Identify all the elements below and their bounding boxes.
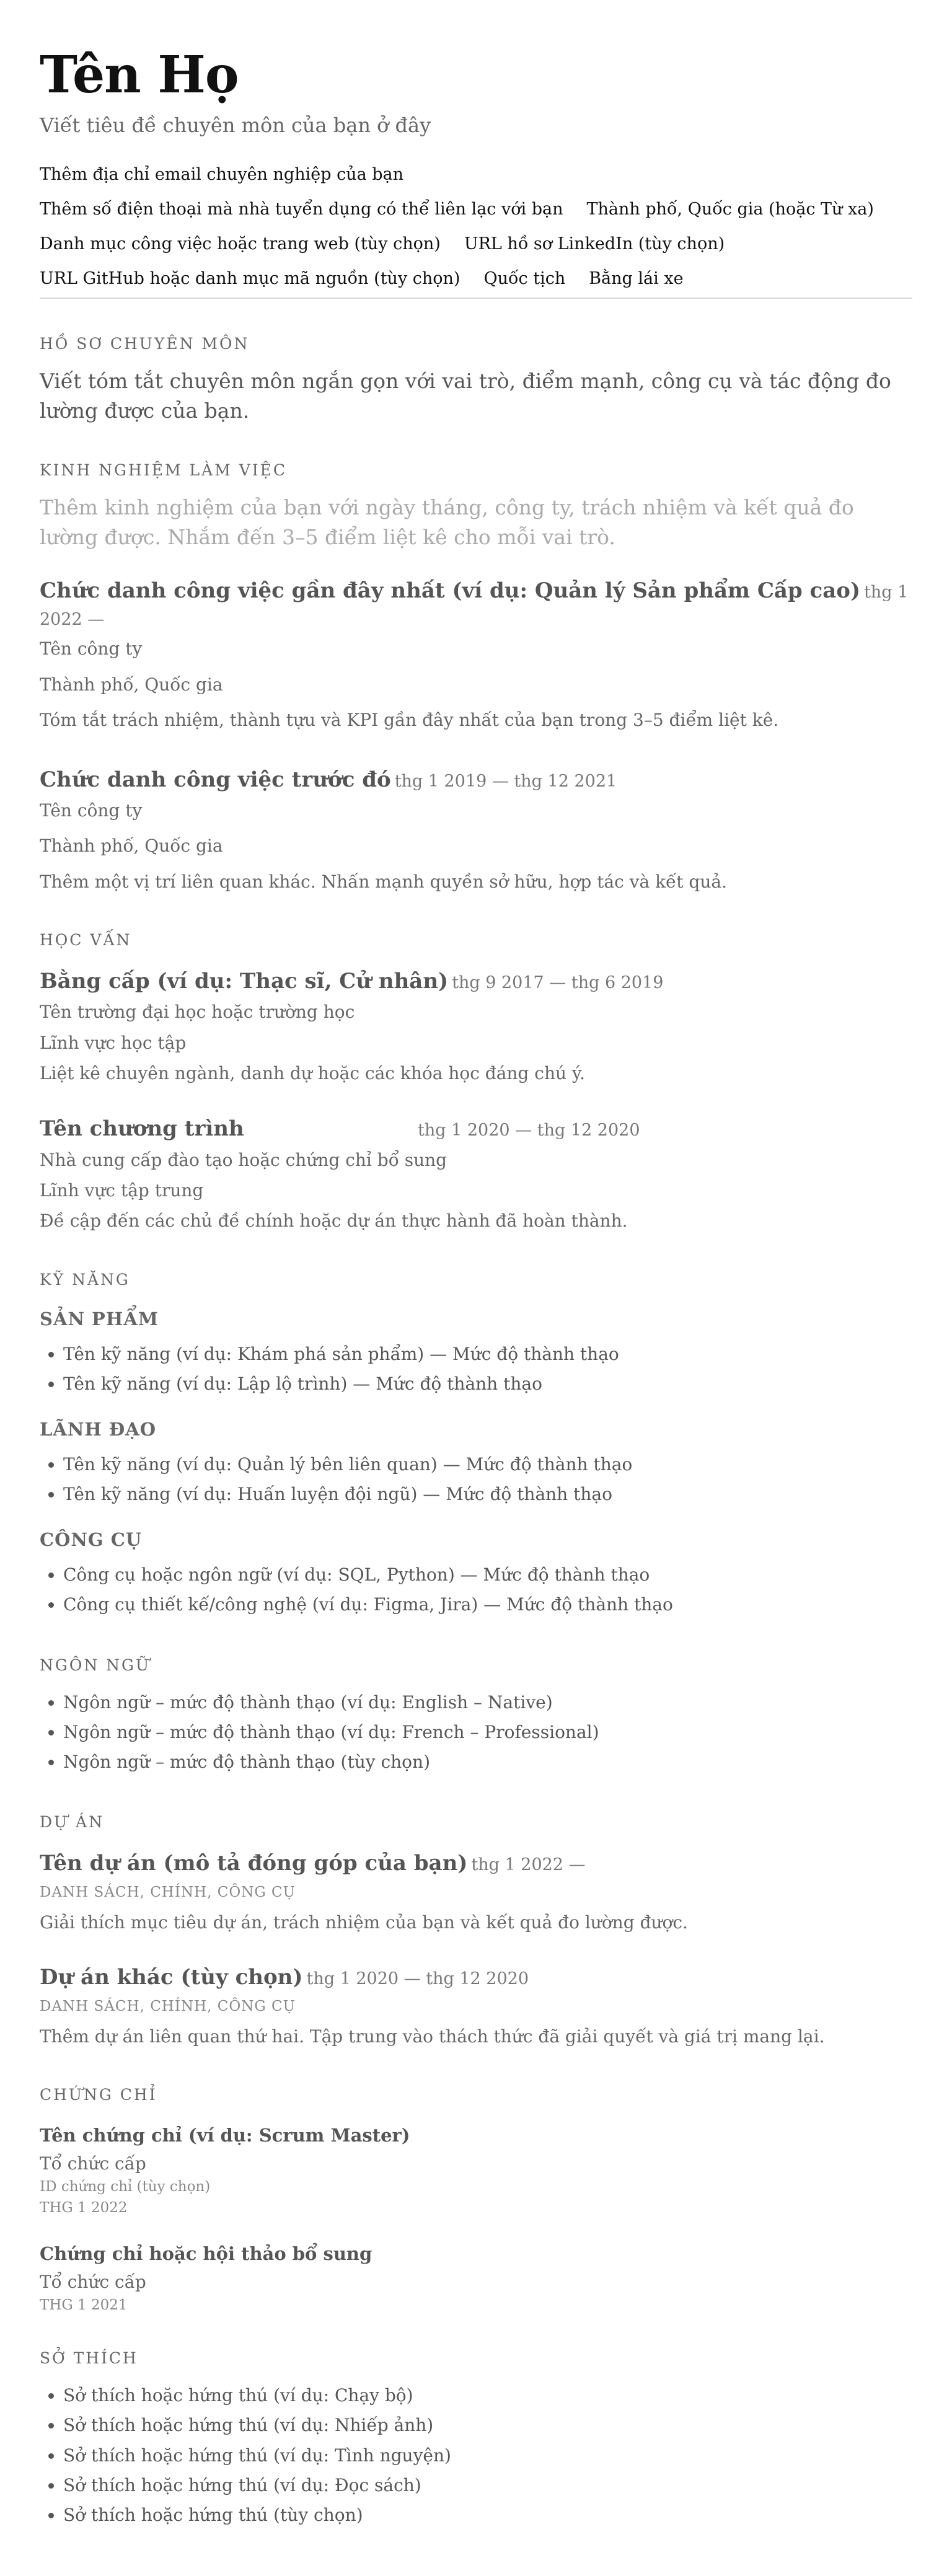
job-description: Thêm một vị trí liên quan khác. Nhấn mạnh quyền sở hữu, hợp tác và kết quả. bbox=[40, 871, 727, 892]
summary-text: Viết tóm tắt chuyên môn ngắn gọn với vai trò, điểm mạnh, công cụ và tác động đo lường được của bạn. bbox=[40, 368, 891, 423]
project-tags: DANH SÁCH, CHÍNH, CÔNG CỤ bbox=[40, 1884, 296, 1901]
study-field: Lĩnh vực tập trung bbox=[40, 1180, 204, 1201]
resume-name: Tên Họ bbox=[40, 45, 239, 105]
section-title-languages: NGÔN NGỮ bbox=[40, 1656, 151, 1674]
certificate-entry bbox=[40, 2125, 912, 2216]
job-dates: thg 1 2022 — bbox=[40, 583, 909, 630]
education-description: Liệt kê chuyên ngành, danh dự hoặc các khóa học đáng chú ý. bbox=[40, 1062, 585, 1083]
project-description: Thêm dự án liên quan thứ hai. Tập trung vào thách thức đã giải quyết và giá trị mang lại. bbox=[40, 2026, 825, 2047]
interest-item: • Sở thích hoặc hứng thú (ví dụ: Tình nguyện) bbox=[63, 2441, 912, 2471]
contact-portfolio: Danh mục công việc hoặc trang web (tùy chọn) bbox=[40, 234, 441, 254]
degree-title: Bằng cấp (ví dụ: Thạc sĩ, Cử nhân) bbox=[40, 968, 449, 994]
skill-item: • Tên kỹ năng (ví dụ: Huấn luyện đội ngũ) — Mức độ thành thạo bbox=[63, 1480, 912, 1509]
project-entry bbox=[40, 1964, 912, 2050]
section-title-certificates: CHỨNG CHỈ bbox=[40, 2086, 157, 2104]
interest-item: • Sở thích hoặc hứng thú (ví dụ: Đọc sách) bbox=[63, 2471, 912, 2500]
interest-item: • Sở thích hoặc hứng thú (ví dụ: Chạy bộ) bbox=[63, 2381, 912, 2411]
project-dates: thg 1 2022 — bbox=[471, 1855, 586, 1875]
interest-item: • Sở thích hoặc hứng thú (ví dụ: Nhiếp ảnh) bbox=[63, 2411, 912, 2440]
degree-dates: thg 1 2020 — thg 12 2020 bbox=[418, 1121, 640, 1140]
section-title-summary: HỒ SƠ CHUYÊN MÔN bbox=[40, 334, 250, 353]
education-entry bbox=[40, 968, 912, 1087]
experience-entry bbox=[40, 577, 912, 734]
job-title: Chức danh công việc gần đây nhất (ví dụ: Quản lý Sản phẩm Cấp cao) bbox=[40, 578, 861, 604]
language-item: • Ngôn ngữ – mức độ thành thạo (ví dụ: English – Native) bbox=[63, 1688, 912, 1718]
skill-group-title: LÃNH ĐẠO bbox=[40, 1419, 157, 1440]
certificate-issuer: Tổ chức cấp bbox=[40, 2272, 146, 2293]
section-title-skills: KỸ NĂNG bbox=[40, 1270, 130, 1289]
project-description: Giải thích mục tiêu dự án, trách nhiệm của bạn và kết quả đo lường được. bbox=[40, 1912, 688, 1933]
section-title-interests: SỞ THÍCH bbox=[40, 2349, 138, 2368]
contact-github: URL GitHub hoặc danh mục mã nguồn (tùy chọn) bbox=[40, 268, 461, 288]
job-company: Tên công ty bbox=[40, 638, 143, 659]
skill-item: • Công cụ thiết kế/công nghệ (ví dụ: Figma, Jira) — Mức độ thành thạo bbox=[63, 1590, 912, 1620]
language-item: • Ngôn ngữ – mức độ thành thạo (tùy chọn) bbox=[63, 1747, 912, 1777]
project-entry bbox=[40, 1850, 912, 1936]
education-entry bbox=[40, 1115, 912, 1234]
section-title-experience: KINH NGHIỆM LÀM VIỆC bbox=[40, 461, 288, 480]
interest-item: • Sở thích hoặc hứng thú (tùy chọn) bbox=[63, 2500, 912, 2530]
contact-email: Thêm địa chỉ email chuyên nghiệp của bạn bbox=[40, 164, 404, 184]
job-location: Thành phố, Quốc gia bbox=[40, 836, 223, 857]
school-name: Tên trường đại học hoặc trường học bbox=[40, 1002, 355, 1023]
project-title: Tên dự án (mô tả đóng góp của bạn) bbox=[40, 1851, 468, 1876]
certificate-date: THG 1 2022 bbox=[40, 2200, 128, 2217]
study-field: Lĩnh vực học tập bbox=[40, 1032, 187, 1053]
skill-list bbox=[40, 1450, 912, 1509]
project-tags: DANH SÁCH, CHÍNH, CÔNG CỤ bbox=[40, 1998, 296, 2014]
skill-list bbox=[40, 1560, 912, 1620]
certificate-entry bbox=[40, 2243, 912, 2313]
contact-location: Thành phố, Quốc gia (hoặc Từ xa) bbox=[586, 199, 874, 219]
job-dates: thg 1 2019 — thg 12 2021 bbox=[394, 771, 617, 791]
job-company: Tên công ty bbox=[40, 800, 143, 821]
certificate-date: THG 1 2021 bbox=[40, 2297, 128, 2314]
contact-phone: Thêm số điện thoại mà nhà tuyển dụng có thể liên lạc với bạn bbox=[40, 199, 563, 219]
contact-license: Bằng lái xe bbox=[589, 268, 684, 288]
skill-list bbox=[40, 1339, 912, 1399]
certificate-title: Chứng chỉ hoặc hội thảo bổ sung bbox=[40, 2243, 372, 2265]
degree-dates: thg 9 2017 — thg 6 2019 bbox=[452, 973, 664, 992]
certificate-id: ID chứng chỉ (tùy chọn) bbox=[40, 2179, 211, 2195]
degree-title: Tên chương trình bbox=[40, 1116, 244, 1142]
skill-group-title: CÔNG CỤ bbox=[40, 1529, 143, 1551]
job-location: Thành phố, Quốc gia bbox=[40, 674, 223, 695]
contact-nationality: Quốc tịch bbox=[483, 268, 566, 288]
interest-list bbox=[40, 2381, 912, 2530]
skill-item: • Công cụ hoặc ngôn ngữ (ví dụ: SQL, Python) — Mức độ thành thạo bbox=[63, 1560, 912, 1590]
language-list bbox=[40, 1688, 912, 1777]
skill-item: • Tên kỹ năng (ví dụ: Quản lý bên liên quan) — Mức độ thành thạo bbox=[63, 1450, 912, 1480]
skill-item: • Tên kỹ năng (ví dụ: Lập lộ trình) — Mức độ thành thạo bbox=[63, 1369, 912, 1399]
school-name: Nhà cung cấp đào tạo hoặc chứng chỉ bổ sung bbox=[40, 1149, 447, 1170]
experience-entry bbox=[40, 766, 912, 895]
section-title-education: HỌC VẤN bbox=[40, 930, 132, 949]
contact-info bbox=[40, 157, 912, 296]
skill-group-title: SẢN PHẨM bbox=[40, 1308, 159, 1330]
job-description: Tóm tắt trách nhiệm, thành tựu và KPI gần đây nhất của bạn trong 3–5 điểm liệt kê. bbox=[40, 710, 779, 731]
contact-linkedin: URL hồ sơ LinkedIn (tùy chọn) bbox=[464, 234, 725, 254]
education-description: Đề cập đến các chủ đề chính hoặc dự án thực hành đã hoàn thành. bbox=[40, 1211, 628, 1232]
certificate-issuer: Tổ chức cấp bbox=[40, 2153, 146, 2174]
job-title: Chức danh công việc trước đó bbox=[40, 767, 391, 792]
skill-item: • Tên kỹ năng (ví dụ: Khám phá sản phẩm) — Mức độ thành thạo bbox=[63, 1339, 912, 1369]
language-item: • Ngôn ngữ – mức độ thành thạo (ví dụ: French – Professional) bbox=[63, 1718, 912, 1747]
experience-placeholder: Thêm kinh nghiệm của bạn với ngày tháng, công ty, trách nhiệm và kết quả đo lường được. Nhắm đến 3–5 điểm liệt kê cho mỗi vai trò. bbox=[40, 495, 854, 550]
header-divider bbox=[40, 298, 912, 299]
project-title: Dự án khác (tùy chọn) bbox=[40, 1964, 303, 1990]
project-dates: thg 1 2020 — thg 12 2020 bbox=[306, 1969, 529, 1988]
section-title-projects: DỰ ÁN bbox=[40, 1813, 104, 1832]
certificate-title: Tên chứng chỉ (ví dụ: Scrum Master) bbox=[40, 2125, 410, 2146]
resume-headline: Viết tiêu đề chuyên môn của bạn ở đây bbox=[40, 113, 431, 138]
